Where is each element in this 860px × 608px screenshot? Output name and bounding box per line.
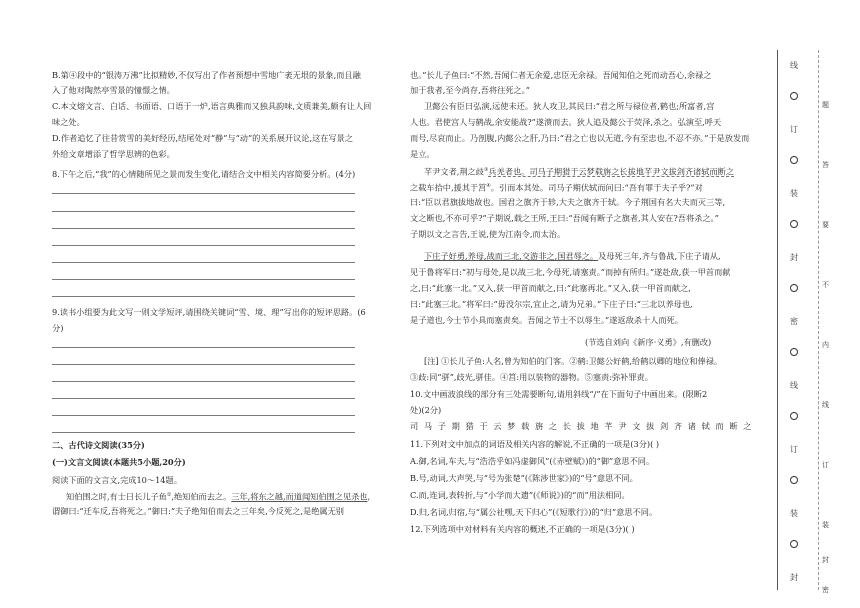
answer-line[interactable] xyxy=(52,193,355,194)
answer-line[interactable] xyxy=(52,398,355,399)
passage-line: 卫懿公有臣曰弘演,远使未还。狄人攻卫,其民曰:“君之所与禄位者,鹤也;所富者,宫 xyxy=(424,101,715,111)
passage-source: (节选自刘向《新序·义勇》,有删改) xyxy=(585,337,712,347)
answer-line[interactable] xyxy=(52,364,355,365)
passage-line: 曰:“臣以君旗拔地故也。国君之旗齐于轸,大夫之旗齐于轼。今子荆国有名大夫而灭三等, xyxy=(410,197,726,207)
binding-hole-icon xyxy=(790,412,798,420)
binding-label: 密 xyxy=(790,317,798,326)
passage-line1: 知伯围之时,有士曰长儿子鱼①,绝知伯而去之。三年,将东之越,而道闻知伯围之见杀也, xyxy=(66,491,371,502)
binding-inner-label: 订 xyxy=(822,461,829,469)
passage-line: 而号,尽哀而止。乃剖腹,内懿公之肝,乃曰:“君之亡也以无道,今有至忠也,不忍不亦。”于是放发而 xyxy=(410,133,750,143)
answer-line[interactable] xyxy=(52,381,355,382)
passage-line2: 谓御曰:“迁车反,吾将死之。”御曰:“夫子绝知伯而去之三年矣,今反死之,是绝属无别 xyxy=(52,506,344,516)
option-d-line1: D.作者追忆了往昔赏雪的美好经历,结尾处对“静”与“动”的关系展开议论,这在写景之 xyxy=(52,133,354,143)
passage-line: 是子道也,今士节小具而塞责矣。吾闻之节士不以辱生。”遂返敌杀十人而死。 xyxy=(410,315,683,325)
subsection-title: (一)文言文阅读(本题共5小题,20分) xyxy=(52,457,186,467)
notes-line2: ③歧:同“骈”,歧光,骈佳。④筥:用以装物的器物。⑤塞责:弥补罪责。 xyxy=(410,372,653,382)
passage-line: 下庄子好勇,养母,战而三北,交游非之,国君辱之。及母死三年,齐与鲁战,下庄子请从, xyxy=(424,251,721,261)
binding-hole-icon xyxy=(790,540,798,548)
question-12: 12.下列选项中对材料有关内容的概述,不正确的一项是(3分)( ) xyxy=(410,524,635,534)
binding-label: 线 xyxy=(790,381,798,390)
option-c: C.而,连词,表转折,与“小学而大遗”(《师说》)的“而”用法相同。 xyxy=(410,490,630,500)
binding-hole-icon xyxy=(790,348,798,356)
passage-line: 之载车拾中,援其于筥④。引而本其处。司马子期伏轼而问曰:“吾有罪于夫子乎?”对 xyxy=(410,182,703,193)
binding-hole-icon xyxy=(790,220,798,228)
binding-inner-label: 要 xyxy=(822,221,829,229)
binding-label: 订 xyxy=(790,445,798,454)
reading-instruction: 阅读下面的文言文,完成10～14题。 xyxy=(52,475,182,485)
binding-line xyxy=(777,50,778,590)
question-8: 8.下午之后,“我”的心情随所见之景而发生变化,请结合文中相关内容简要分析。(4分) xyxy=(52,169,356,179)
passage-line: 加于我者,至今尚存,吾将往死之。” xyxy=(410,85,530,95)
passage-line: 人也。君使宫人与鹤战,余安能战?”遂溃而去。狄人追及懿公于荧泽,杀之。弘演至,呼天 xyxy=(410,117,722,127)
binding-label: 线 xyxy=(790,61,798,70)
passage-line: 曰:“此塞三北。”将军曰:“毋没尔宗,宜止之,请为兄弟。”下庄子曰:“三北以养母也, xyxy=(410,299,693,309)
option-b: B.号,动词,大声哭,与“号为张楚”(《陈涉世家》)的“号”意思不同。 xyxy=(410,473,638,483)
binding-line-dashed xyxy=(818,50,819,590)
answer-line[interactable] xyxy=(52,432,355,433)
binding-inner-label: 封 xyxy=(822,556,829,564)
answer-line[interactable] xyxy=(52,245,355,246)
binding-inner-label: 密 xyxy=(822,586,829,594)
binding-inner-label: 内 xyxy=(822,341,829,349)
binding-label: 封 xyxy=(790,253,798,262)
option-a: A.御,名词,车夫,与“浩浩乎如冯虚御风”(《赤壁赋》)的“御”意思不同。 xyxy=(410,456,655,466)
option-c-line1: C.本文熔文言、白话、书面语、口语于一炉,语言典雅而又独具韵味,文质兼美,颇有让人回 xyxy=(52,101,372,111)
binding-inner-label: 装 xyxy=(822,521,829,529)
passage-line: 是立。 xyxy=(410,149,435,159)
option-d: D.归,名词,归宿,与“属公社嘿,天下归心”(《短歌行》)的“归”意思不同。 xyxy=(410,507,658,517)
answer-line[interactable] xyxy=(52,211,355,212)
section-title: 二、古代诗文阅读(35分) xyxy=(52,440,145,450)
binding-label: 封 xyxy=(790,573,798,582)
underlined-sentence: 下庄子好勇,养母,战而三北,交游非之,国君辱之。 xyxy=(424,251,599,261)
binding-inner-label: 答 xyxy=(822,161,829,169)
question-9-line2: 分) xyxy=(52,323,64,333)
notes-line1: [注] ①长儿子鱼:人名,曾为知伯的门客。②鹤:卫懿公好鹤,给鹤以卿的地位和俸禄。 xyxy=(424,356,723,366)
answer-line[interactable] xyxy=(52,279,355,280)
question-9-line1: 9.读书小组要为此文写一则文学短评,请围绕关键词“雪、境、理”写出你的短评思路。(6 xyxy=(52,307,366,317)
binding-hole-icon xyxy=(790,92,798,100)
option-c-line2: 味之处。 xyxy=(52,117,85,127)
passage-line: 子期以文之言告,王说,使为江南令,而太治。 xyxy=(410,229,566,239)
passage-line: 也。”长儿子鱼曰:“不然,吾闻仁者无余爱,忠臣无余禄。吾闻知伯之死而动吾心,余禄之 xyxy=(410,70,712,80)
question-10-line2: 处)(2分) xyxy=(410,405,442,415)
binding-inner-label: 题 xyxy=(822,101,829,109)
passage-line: 芊尹文者,荆之歧③兵羌者也。司马子期猎于云梦载旃之长拔地芊尹文拔剑齐诸轼而断之 xyxy=(424,166,735,177)
answer-line[interactable] xyxy=(52,415,355,416)
question-10-sentence[interactable]: 司马子期猎于云梦载旃之长拔地芊尹文拔剑齐诸轼而断之 xyxy=(410,421,758,431)
binding-label: 装 xyxy=(790,509,798,518)
binding-inner-label: 线 xyxy=(822,401,829,409)
answer-line[interactable] xyxy=(52,347,355,348)
passage-line: 文之断也,不亦可乎?”子期说,载之王所,王曰:“吾闻有断子之旗者,其人安在?吾将杀之。” xyxy=(410,213,719,223)
binding-label: 订 xyxy=(790,125,798,134)
binding-label: 装 xyxy=(790,189,798,198)
binding-hole-icon xyxy=(790,284,798,292)
answer-line[interactable] xyxy=(52,262,355,263)
answer-line[interactable] xyxy=(52,296,355,297)
binding-hole-icon xyxy=(790,156,798,164)
passage-line: 见于鲁将军曰:“初与母处,是以战三北,今母死,请塞责。”而掉有所归。”遂赴敌,获一甲首而献 xyxy=(410,267,731,277)
answer-line[interactable] xyxy=(52,228,355,229)
binding-inner-label: 不 xyxy=(822,281,829,289)
passage-line: 之,曰:“此塞一北。”又入,获一甲首而献之,曰:“此塞再北。”又入,获一甲首而献之, xyxy=(410,283,691,293)
question-11: 11.下列对文中加点的词语及相关内容的解说,不正确的一项是(3分)( ) xyxy=(410,439,660,449)
wavy-sentence: 兵羌者也。司马子期猎于云梦载旃之长拔地芊尹文拔剑齐诸轼而断之 xyxy=(488,166,735,177)
binding-hole-icon xyxy=(790,476,798,484)
option-b-line2: 入了他对陶然亭雪景的憧憬之情。 xyxy=(52,85,175,95)
question-10-line1: 10.文中画波浪线的部分有三处需要断句,请用斜线“/”在下面句子中画出来。(限断2 xyxy=(410,389,708,399)
option-d-line2: 外给文章增添了哲学思辨的色彩。 xyxy=(52,149,175,159)
option-b-line1: B.第④段中的“银涛万沸”比拟精妙,不仅写出了作者预想中雪地广袤无垠的景象,而且融 xyxy=(52,70,361,80)
underlined-sentence: 三年,将东之越,而道闻知伯围之见杀也 xyxy=(231,491,368,502)
